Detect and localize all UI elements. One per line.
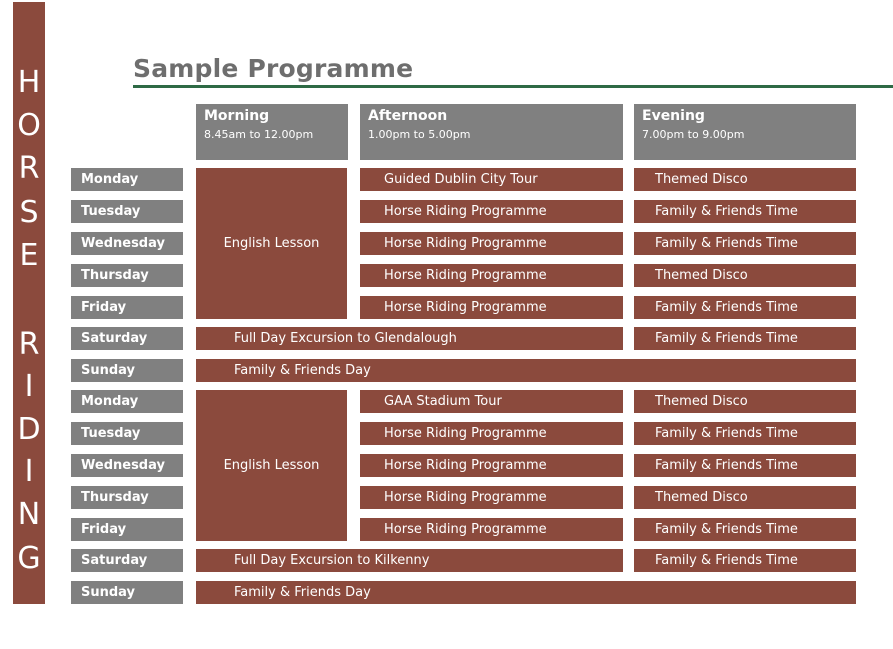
day-label: Friday xyxy=(71,296,183,319)
sidebar-letter: G xyxy=(17,541,41,576)
sidebar-letter: S xyxy=(19,195,39,230)
afternoon-activity: Horse Riding Programme xyxy=(360,486,623,509)
day-label: Tuesday xyxy=(71,422,183,445)
afternoon-activity: Horse Riding Programme xyxy=(360,264,623,287)
sidebar-letter: N xyxy=(17,497,41,532)
evening-activity: Themed Disco xyxy=(634,264,856,287)
day-label: Tuesday xyxy=(71,200,183,223)
day-label: Monday xyxy=(71,390,183,413)
header-name: Morning xyxy=(204,108,270,124)
afternoon-activity: Guided Dublin City Tour xyxy=(360,168,623,191)
afternoon-activity: GAA Stadium Tour xyxy=(360,390,623,413)
page-title: Sample Programme xyxy=(133,54,414,83)
evening-activity: Themed Disco xyxy=(634,486,856,509)
day-label: Monday xyxy=(71,168,183,191)
header-name: Afternoon xyxy=(368,108,448,124)
evening-activity: Family & Friends Time xyxy=(634,327,856,350)
sidebar-letter: E xyxy=(19,238,39,273)
evening-activity: Family & Friends Time xyxy=(634,549,856,572)
day-label: Sunday xyxy=(71,581,183,604)
sidebar-letter: H xyxy=(17,65,41,100)
afternoon-activity: Horse Riding Programme xyxy=(360,454,623,477)
evening-activity: Family & Friends Time xyxy=(634,422,856,445)
saturday-excursion: Full Day Excursion to Kilkenny xyxy=(196,549,623,572)
day-label: Thursday xyxy=(71,264,183,287)
morning-english-lesson: English Lesson xyxy=(196,390,347,541)
afternoon-activity: Horse Riding Programme xyxy=(360,296,623,319)
evening-activity: Family & Friends Time xyxy=(634,296,856,319)
evening-activity: Themed Disco xyxy=(634,168,856,191)
afternoon-activity: Horse Riding Programme xyxy=(360,200,623,223)
header-name: Evening xyxy=(642,108,705,124)
sidebar-letter: O xyxy=(17,108,41,143)
header-time: 7.00pm to 9.00pm xyxy=(642,128,745,141)
title-underline xyxy=(133,85,893,88)
sidebar-letter: D xyxy=(17,412,41,447)
sunday-activity: Family & Friends Day xyxy=(196,359,856,382)
evening-activity: Family & Friends Time xyxy=(634,200,856,223)
afternoon-activity: Horse Riding Programme xyxy=(360,232,623,255)
header-morning xyxy=(196,104,348,160)
evening-activity: Themed Disco xyxy=(634,390,856,413)
header-evening xyxy=(634,104,856,160)
morning-english-lesson: English Lesson xyxy=(196,168,347,319)
day-label: Saturday xyxy=(71,327,183,350)
header-time: 8.45am to 12.00pm xyxy=(204,128,314,141)
day-label: Friday xyxy=(71,518,183,541)
sunday-activity: Family & Friends Day xyxy=(196,581,856,604)
afternoon-activity: Horse Riding Programme xyxy=(360,518,623,541)
header-afternoon xyxy=(360,104,623,160)
day-label: Wednesday xyxy=(71,454,183,477)
saturday-excursion: Full Day Excursion to Glendalough xyxy=(196,327,623,350)
sidebar-letter: I xyxy=(24,369,34,404)
day-label: Wednesday xyxy=(71,232,183,255)
evening-activity: Family & Friends Time xyxy=(634,454,856,477)
day-label: Sunday xyxy=(71,359,183,382)
evening-activity: Family & Friends Time xyxy=(634,232,856,255)
sidebar-banner xyxy=(13,2,45,604)
afternoon-activity: Horse Riding Programme xyxy=(360,422,623,445)
sidebar-letter: R xyxy=(18,327,40,362)
sidebar-letter: I xyxy=(24,454,34,489)
day-label: Thursday xyxy=(71,486,183,509)
day-label: Saturday xyxy=(71,549,183,572)
sidebar-letter: R xyxy=(18,151,40,186)
header-time: 1.00pm to 5.00pm xyxy=(368,128,471,141)
evening-activity: Family & Friends Time xyxy=(634,518,856,541)
